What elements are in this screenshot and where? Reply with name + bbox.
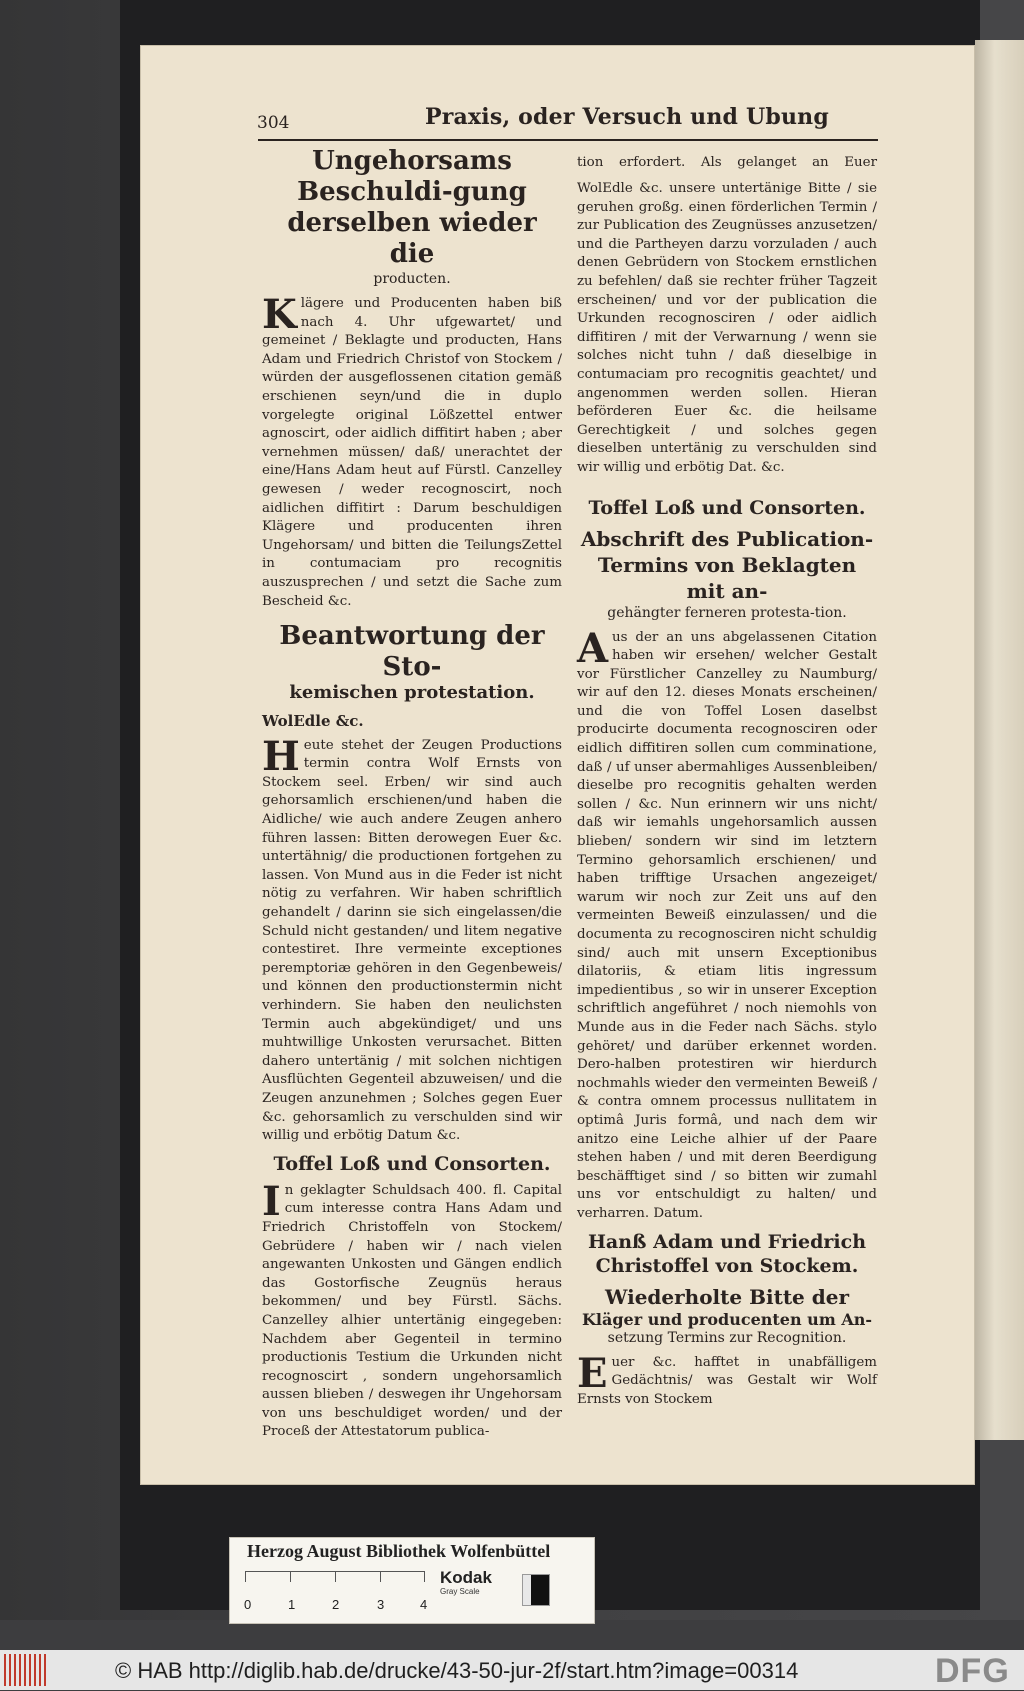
signature-hans-adam-line1: Hanß Adam und Friedrich: [587, 1230, 867, 1253]
scale-number-2: 2: [332, 1597, 340, 1612]
footer-url[interactable]: © HAB http://diglib.hab.de/drucke/43-50-jur-2f/start.htm?image=00314: [115, 1658, 799, 1683]
running-head: Praxis, oder Versuch und Ubung: [425, 104, 829, 130]
kodak-logo: Kodak: [440, 1568, 492, 1587]
left-column: [262, 146, 562, 1442]
right-column: [577, 146, 877, 1409]
library-name: Herzog August Bibliothek Wolfenbüttel: [247, 1541, 551, 1561]
salutation: WolEdle &c.: [262, 712, 364, 731]
dfg-logo: DFG: [935, 1652, 1010, 1690]
signature-hans-adam-line2: Christoffel von Stockem.: [595, 1254, 859, 1277]
scale-number-4: 4: [420, 1597, 428, 1612]
scale-number-0: 0: [244, 1597, 252, 1612]
gray-scale-label: Gray Scale: [440, 1587, 480, 1596]
heading-wiederholte-sub: setzung Termins zur Recognition.: [607, 1329, 847, 1346]
ruler-scale: [245, 1571, 425, 1594]
signature-toffel-2: Toffel Loß und Consorten.: [588, 496, 866, 519]
paragraph-gedaechtnis: Euer &c. hafftet in unabfälligem Gedächtnis/ was Gestalt wir Wolf Ernsts von Stockem: [577, 1349, 877, 1407]
heading-abschrift-sub: gehängter ferneren protesta-tion.: [607, 604, 847, 621]
barcode-icon: [4, 1654, 48, 1686]
paragraph-klaegere: Klägere und Producenten haben biß nach 4. Uhr ufgewartet/ und gemeinet / Beklagte und producten, Hans Adam und Friedrich Christof von Stockem / würden der ausgeflossenen citation gemäß erschienen seyn/und die in duplo vorgelegte original Lößzettel entwer agnoscirt, oder aidlich diffitirt haben ; aber vernehmen müssen/ daß/ unerachtet der eine/Hans Adam heut auf Fürstl. Canzelley gewesen / weder recognoscirt, noch aidlichen diffitirt : Darum beschuldigen Klägere und producenten ihren Ungehorsam/ und bitten die TeilungsZettel in contumaciam pro recognitis auszusprechen / und setzt die Sache zum Bescheid &c.: [262, 291, 562, 609]
paragraph-zeugen: Heute stehet der Zeugen Productions termin contra Wolf Ernsts von Stockem seel. Erben/ wir sind auch gehorsamlich erschienen/und haben die Aidliche/ wie auch andere Zeugen anhero führen lassen: Bitten derowegen Euer &c. untertähnig/ die productionen fortgehen zu lassen. Von Mund aus in die Feder ist nicht nötig zu verfahren. Wir haben schriftlich gehandelt / darinn sie sich eingelassen/die Schuld nicht gestanden/ und litem negative contestiret. Ihre vermeinte exceptiones peremptoriæ gehören in den Gegenbeweis/ und können den productionstermin nicht verhindern. Sie haben den neulichsten Termin auch abgekündiget/ und uns muhtwillige Unkosten verursachet. Bitten dahero untertänig / mit solchen nichtigen Ausflüchten Gegenteil abzuweisen/ und die Zeugen anzunehmen ; Solches gegen Euer &c. gehorsamlich zu verschulden sind wir willig und erbötig Datum &c.: [262, 732, 562, 1144]
heading-ungehorsam-sub: producten.: [373, 271, 451, 287]
paragraph-publication: tion erfordert. Als gelanget an Euer WolEdle &c. unsere untertänige Bitte / sie geruhen großg. einen förderlichen Termin / zur Publication des Zeugnüsses anzusetzen/ und die Partheyen darzu vorzuladen / auch denen Gebrüdern von Stockem ernstlichen zu befehlen/ daß sie rechter früher Tagzeit erscheinen/ und vor der publication die Urkunden recognosciren / oder aidlich diffitiren / mit der Verwarnung / wenn sie solches nicht tuhn / daß dieselbige in contumaciam pro recognitis geachtet/ und angenommen werden sollen. Hieran beförderen Euer &c. die heilsame Gerechtigkeit / und solches gegen dieselben untertänig zu verschulden sind wir willig und erbötig Dat. &c.: [577, 155, 877, 475]
next-page-edge: [975, 40, 1024, 1440]
page-number: 304: [257, 113, 290, 133]
heading-beantwortung: Beantwortung der Sto-: [279, 621, 545, 683]
signature-toffel-1: Toffel Loß und Consorten.: [273, 1152, 551, 1175]
scale-number-3: 3: [377, 1597, 385, 1612]
header-rule: [258, 139, 878, 141]
gray-scale-swatch: [522, 1574, 550, 1606]
paragraph-schuldsach: In geklagter Schuldsach 400. fl. Capital cum interesse contra Hans Adam und Friedrich Christoffeln von Stockem/ Gebrüdere / haben wir / nach vielen angewanten Unkosten und Gängen endlich das Gostorfische Zeugnüs heraus bekommen/ und bey Fürstl. Sächs. Canzelley alhier untertänig eingegeben: Nachdem aber Gegenteil in termino productionis Testium die Urkunden nicht recognoscirt , sondern ungehorsamlich aussen blieben / deswegen ihr Ungehorsam von uns beschuldiget worden/ und der Proceß der Attestatorum publica-: [262, 1177, 562, 1440]
heading-ungehorsam: Ungehorsams Beschuldi-gung derselben wieder die: [287, 146, 537, 269]
scale-number-1: 1: [288, 1597, 296, 1612]
heading-abschrift: Abschrift des Publication-: [580, 526, 874, 551]
heading-wiederholte: Wiederholte Bitte der: [605, 1284, 849, 1309]
heading-abschrift-line2: Termins von Beklagten mit an-: [597, 552, 857, 603]
heading-beantwortung-sub: kemischen protestation.: [289, 682, 535, 704]
paragraph-citation: Aus der an uns abgelassenen Citation haben wir ersehen/ welcher Gestalt vor Fürstlicher Canzelley zu Naumburg/ wir auf den 12. dieses Monats erscheinen/ und die von Toffel Losen daselbst producirte documenta recognosciren oder eidlich diffitiren sollen cum comminatione, daß / uf unser abermahliges Aussenbleiben/ dieselbe pro recognitis gehalten werden sollen / &c. Nun erinnern wir uns nicht/ daß wir iemahls ungehorsamlich aussen blieben/ sondern wir sind im letztern Termino gehorsamlich erschienen/ und haben trifftige Ursachen angezeiget/ warum wir noch zur Zeit uns auf den vermeinten Beweiß einzulassen/ und die documenta zu recognosciren nicht schuldig sind/ auch mit unsern Exceptionibus dilatoriis, & etiam litis ingressum impedientibus , so wir in unserer Exception schriftlich angeführet / noch niemohls von Munde aus in die Feder nach Sächs. stylo gehöret/ und darüber erkennet worden. Dero-halben protestiren wir hierdurch nochmahls wieder den vermeinten Beweiß / & contra omnem processus nullitatem in optimâ Juris formâ, und nach dem wir anitzo eine Leiche alhier uf der Paare stehen haben / und mit deren Beerdigung beschäfftiget sind / so bitten wir zumahl uns vor entschuldigt zu halten/ und verharren. Datum.: [577, 624, 877, 1221]
heading-wiederholte-line2: Kläger und producenten um An-: [582, 1309, 872, 1329]
